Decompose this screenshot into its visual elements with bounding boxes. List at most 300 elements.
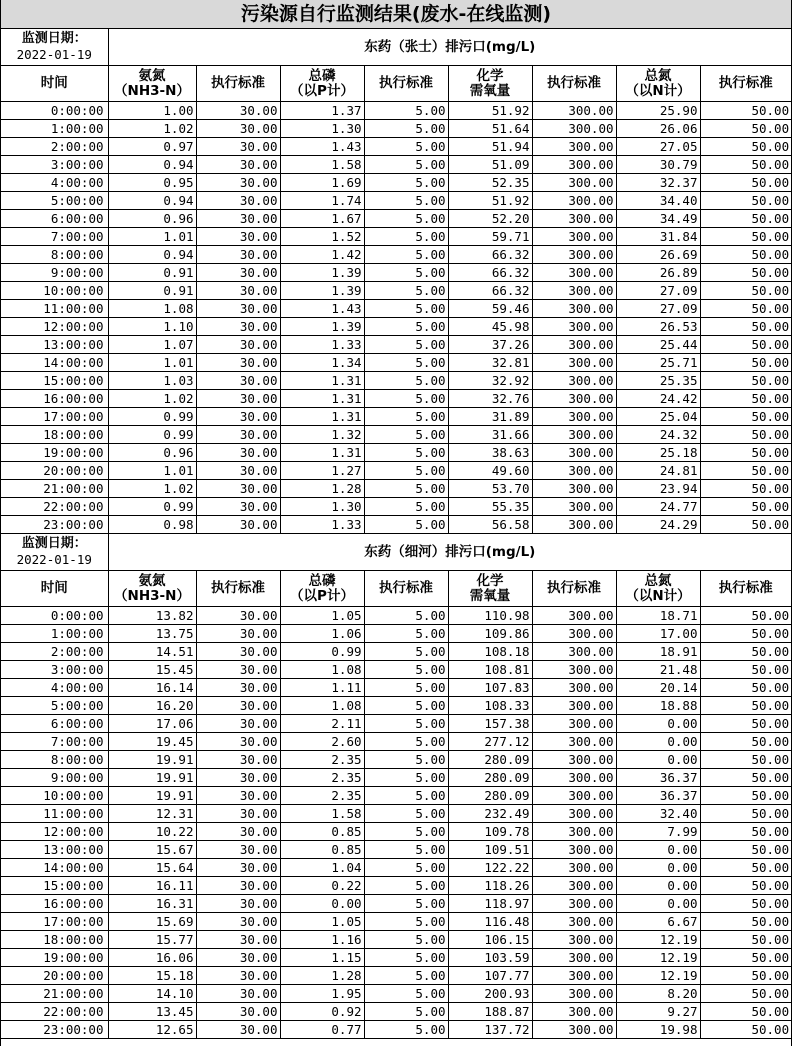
cell-phosphorus-standard: 5.00 [364,877,448,895]
cell-ammonia: 0.98 [108,516,196,534]
cell-cod-standard: 300.00 [532,949,616,967]
column-header-row [1,571,791,607]
cell-nitrogen-standard: 50.00 [700,913,791,931]
cell-nitrogen-standard: 50.00 [700,931,791,949]
cell-phosphorus: 1.33 [280,336,364,354]
cell-nitrogen: 6.67 [616,913,700,931]
header-phosphorus: 总磷 （以P计） [280,66,364,102]
cell-nitrogen-standard: 50.00 [700,733,791,751]
cell-cod: 108.81 [448,661,532,679]
cell-ammonia-standard: 30.00 [196,931,280,949]
cell-cod: 49.60 [448,462,532,480]
cell-phosphorus-standard: 5.00 [364,228,448,246]
cell-phosphorus: 1.27 [280,462,364,480]
cell-cod: 52.35 [448,174,532,192]
cell-phosphorus-standard: 5.00 [364,805,448,823]
cell-ammonia: 0.91 [108,282,196,300]
cell-cod: 137.72 [448,1021,532,1039]
cell-cod: 280.09 [448,769,532,787]
cell-ammonia: 15.67 [108,841,196,859]
cell-ammonia-standard: 30.00 [196,679,280,697]
cell-nitrogen-standard: 50.00 [700,895,791,913]
cell-phosphorus-standard: 5.00 [364,138,448,156]
cell-ammonia-standard: 30.00 [196,1003,280,1021]
cell-cod-standard: 300.00 [532,516,616,534]
cell-ammonia: 16.14 [108,679,196,697]
cell-ammonia-standard: 30.00 [196,390,280,408]
cell-phosphorus: 1.08 [280,697,364,715]
cell-ammonia-standard: 30.00 [196,949,280,967]
cell-phosphorus: 1.08 [280,661,364,679]
cell-nitrogen-standard: 50.00 [700,156,791,174]
header-phosphorus: 总磷 （以P计） [280,571,364,607]
cell-cod-standard: 300.00 [532,318,616,336]
cell-ammonia-standard: 30.00 [196,985,280,1003]
table-row [1,877,791,895]
cell-nitrogen-standard: 50.00 [700,264,791,282]
cell-ammonia: 0.94 [108,156,196,174]
cell-phosphorus: 1.39 [280,282,364,300]
cell-ammonia: 0.99 [108,426,196,444]
cell-nitrogen: 26.89 [616,264,700,282]
cell-nitrogen-standard: 50.00 [700,246,791,264]
table-row [1,498,791,516]
cell-nitrogen-standard: 50.00 [700,697,791,715]
cell-phosphorus-standard: 5.00 [364,733,448,751]
cell-cod-standard: 300.00 [532,715,616,733]
cell-cod: 110.98 [448,607,532,625]
cell-time: 8:00:00 [1,246,108,264]
cell-time: 2:00:00 [1,643,108,661]
cell-cod-standard: 300.00 [532,787,616,805]
cell-phosphorus-standard: 5.00 [364,498,448,516]
cell-ammonia: 1.00 [108,102,196,120]
cell-time: 10:00:00 [1,787,108,805]
cell-ammonia-standard: 30.00 [196,841,280,859]
cell-time: 12:00:00 [1,823,108,841]
cell-ammonia-standard: 30.00 [196,300,280,318]
cell-phosphorus: 1.95 [280,985,364,1003]
cell-time: 5:00:00 [1,697,108,715]
monitoring-date-label: 监测日期： [21,31,87,46]
cell-nitrogen: 0.00 [616,895,700,913]
cell-phosphorus: 1.69 [280,174,364,192]
cell-ammonia-standard: 30.00 [196,138,280,156]
cell-nitrogen: 0.00 [616,841,700,859]
table-row [1,354,791,372]
cell-ammonia-standard: 30.00 [196,426,280,444]
cell-nitrogen-standard: 50.00 [700,318,791,336]
table-row [1,192,791,210]
cell-cod: 31.66 [448,426,532,444]
cell-ammonia: 1.03 [108,372,196,390]
cell-time: 19:00:00 [1,444,108,462]
cell-ammonia-standard: 30.00 [196,769,280,787]
cell-ammonia-standard: 30.00 [196,372,280,390]
cell-cod-standard: 300.00 [532,751,616,769]
cell-nitrogen-standard: 50.00 [700,300,791,318]
table-row [1,1003,791,1021]
cell-phosphorus-standard: 5.00 [364,1021,448,1039]
cell-ammonia: 13.45 [108,1003,196,1021]
table-row [1,372,791,390]
cell-cod: 32.92 [448,372,532,390]
cell-nitrogen-standard: 50.00 [700,516,791,534]
cell-nitrogen: 24.77 [616,498,700,516]
cell-nitrogen: 24.81 [616,462,700,480]
table-row [1,318,791,336]
cell-phosphorus-standard: 5.00 [364,354,448,372]
header-time: 时间 [1,66,108,102]
cell-time: 6:00:00 [1,210,108,228]
cell-time: 8:00:00 [1,751,108,769]
cell-phosphorus: 0.85 [280,841,364,859]
cell-ammonia: 15.45 [108,661,196,679]
cell-nitrogen-standard: 50.00 [700,1021,791,1039]
cell-nitrogen: 25.04 [616,408,700,426]
header-ammonia-standard: 执行标准 [196,66,280,102]
cell-cod: 51.94 [448,138,532,156]
cell-phosphorus-standard: 5.00 [364,787,448,805]
cell-cod: 103.59 [448,949,532,967]
cell-phosphorus: 1.31 [280,444,364,462]
cell-nitrogen: 0.00 [616,733,700,751]
cell-nitrogen: 25.90 [616,102,700,120]
cell-ammonia-standard: 30.00 [196,444,280,462]
cell-nitrogen: 26.69 [616,246,700,264]
cell-phosphorus: 1.05 [280,913,364,931]
cell-cod: 32.76 [448,390,532,408]
cell-cod: 280.09 [448,787,532,805]
cell-cod-standard: 300.00 [532,336,616,354]
cell-phosphorus-standard: 5.00 [364,102,448,120]
header-cod: 化学 需氧量 [448,66,532,102]
cell-nitrogen: 7.99 [616,823,700,841]
cell-nitrogen-standard: 50.00 [700,354,791,372]
cell-phosphorus-standard: 5.00 [364,480,448,498]
cell-phosphorus: 1.37 [280,102,364,120]
table-row [1,805,791,823]
cell-phosphorus: 1.06 [280,625,364,643]
cell-phosphorus-standard: 5.00 [364,516,448,534]
cell-cod: 157.38 [448,715,532,733]
cell-phosphorus: 1.16 [280,931,364,949]
cell-cod: 109.51 [448,841,532,859]
cell-phosphorus: 1.39 [280,318,364,336]
cell-nitrogen: 20.14 [616,679,700,697]
cell-cod: 66.32 [448,246,532,264]
monitoring-date-label: 监测日期： [21,536,87,551]
cell-ammonia-standard: 30.00 [196,625,280,643]
outlet-name: 东药（细河）排污口(mg/L) [108,534,791,571]
cell-time: 17:00:00 [1,408,108,426]
cell-phosphorus: 1.31 [280,408,364,426]
cell-phosphorus: 1.42 [280,246,364,264]
cell-ammonia-standard: 30.00 [196,877,280,895]
cell-nitrogen: 9.27 [616,1003,700,1021]
cell-phosphorus: 1.28 [280,967,364,985]
cell-time: 9:00:00 [1,264,108,282]
cell-time: 6:00:00 [1,715,108,733]
cell-time: 15:00:00 [1,877,108,895]
cell-cod-standard: 300.00 [532,1021,616,1039]
cell-time: 2:00:00 [1,138,108,156]
cell-nitrogen: 18.91 [616,643,700,661]
cell-ammonia: 0.91 [108,264,196,282]
table-row [1,769,791,787]
cell-cod: 66.32 [448,264,532,282]
cell-nitrogen-standard: 50.00 [700,102,791,120]
cell-time: 20:00:00 [1,462,108,480]
cell-time: 13:00:00 [1,841,108,859]
cell-phosphorus: 1.67 [280,210,364,228]
cell-ammonia: 1.10 [108,318,196,336]
table-row [1,300,791,318]
cell-ammonia-standard: 30.00 [196,282,280,300]
cell-ammonia: 1.07 [108,336,196,354]
cell-ammonia-standard: 30.00 [196,859,280,877]
cell-cod-standard: 300.00 [532,462,616,480]
cell-nitrogen: 23.94 [616,480,700,498]
cell-phosphorus-standard: 5.00 [364,679,448,697]
cell-time: 1:00:00 [1,625,108,643]
cell-cod-standard: 300.00 [532,210,616,228]
header-nitrogen-standard: 执行标准 [700,66,791,102]
cell-cod-standard: 300.00 [532,625,616,643]
cell-phosphorus-standard: 5.00 [364,949,448,967]
cell-nitrogen-standard: 50.00 [700,228,791,246]
cell-time: 18:00:00 [1,426,108,444]
cell-time: 16:00:00 [1,390,108,408]
cell-ammonia: 15.64 [108,859,196,877]
cell-cod-standard: 300.00 [532,823,616,841]
cell-phosphorus-standard: 5.00 [364,967,448,985]
cell-cod-standard: 300.00 [532,480,616,498]
cell-cod-standard: 300.00 [532,282,616,300]
cell-nitrogen: 34.49 [616,210,700,228]
table-row [1,174,791,192]
cell-phosphorus: 1.74 [280,192,364,210]
section-info-row [1,534,791,571]
column-header-row [1,66,791,102]
cell-time: 22:00:00 [1,1003,108,1021]
cell-time: 3:00:00 [1,661,108,679]
cell-phosphorus: 0.92 [280,1003,364,1021]
cell-nitrogen-standard: 50.00 [700,643,791,661]
cell-nitrogen: 32.40 [616,805,700,823]
cell-ammonia: 19.45 [108,733,196,751]
cell-cod-standard: 300.00 [532,697,616,715]
header-nitrogen: 总氮 （以N计） [616,66,700,102]
cell-time: 4:00:00 [1,679,108,697]
cell-ammonia-standard: 30.00 [196,264,280,282]
table-row [1,697,791,715]
cell-cod: 116.48 [448,913,532,931]
cell-phosphorus-standard: 5.00 [364,895,448,913]
cell-time: 10:00:00 [1,282,108,300]
cell-phosphorus: 1.52 [280,228,364,246]
cell-phosphorus: 0.99 [280,643,364,661]
cell-ammonia-standard: 30.00 [196,228,280,246]
cell-phosphorus-standard: 5.00 [364,859,448,877]
header-ammonia: 氨氮 （NH3-N） [108,66,196,102]
cell-ammonia-standard: 30.00 [196,895,280,913]
table-row [1,408,791,426]
cell-time: 1:00:00 [1,120,108,138]
cell-ammonia: 16.06 [108,949,196,967]
cell-cod-standard: 300.00 [532,156,616,174]
cell-cod-standard: 300.00 [532,138,616,156]
cell-nitrogen: 24.42 [616,390,700,408]
cell-nitrogen-standard: 50.00 [700,949,791,967]
cell-ammonia: 1.02 [108,480,196,498]
cell-phosphorus: 1.43 [280,300,364,318]
cell-nitrogen-standard: 50.00 [700,390,791,408]
cell-cod-standard: 300.00 [532,426,616,444]
cell-phosphorus-standard: 5.00 [364,174,448,192]
cell-phosphorus: 1.33 [280,516,364,534]
cell-nitrogen: 17.00 [616,625,700,643]
cell-phosphorus: 2.35 [280,751,364,769]
cell-phosphorus-standard: 5.00 [364,120,448,138]
cell-cod-standard: 300.00 [532,390,616,408]
cell-phosphorus: 1.05 [280,607,364,625]
cell-nitrogen-standard: 50.00 [700,210,791,228]
cell-ammonia-standard: 30.00 [196,102,280,120]
cell-nitrogen: 36.37 [616,787,700,805]
cell-nitrogen-standard: 50.00 [700,408,791,426]
cell-ammonia-standard: 30.00 [196,192,280,210]
table-row [1,444,791,462]
cell-ammonia-standard: 30.00 [196,823,280,841]
cell-ammonia: 16.11 [108,877,196,895]
report-title: 污染源自行监测结果(废水-在线监测) [1,0,791,29]
cell-cod-standard: 300.00 [532,372,616,390]
cell-cod-standard: 300.00 [532,102,616,120]
cell-nitrogen: 12.19 [616,931,700,949]
cell-cod-standard: 300.00 [532,607,616,625]
monitoring-date-cell [1,534,108,571]
cell-ammonia: 1.01 [108,228,196,246]
cell-phosphorus: 0.85 [280,823,364,841]
table-row [1,859,791,877]
table-row [1,841,791,859]
cell-phosphorus: 1.34 [280,354,364,372]
cell-nitrogen-standard: 50.00 [700,967,791,985]
cell-phosphorus-standard: 5.00 [364,1003,448,1021]
cell-ammonia: 0.96 [108,444,196,462]
table-row [1,390,791,408]
monitoring-date-cell [1,29,108,66]
cell-ammonia: 15.69 [108,913,196,931]
cell-nitrogen-standard: 50.00 [700,192,791,210]
cell-nitrogen: 27.09 [616,300,700,318]
cell-cod: 53.70 [448,480,532,498]
cell-ammonia-standard: 30.00 [196,174,280,192]
cell-cod-standard: 300.00 [532,967,616,985]
cell-phosphorus-standard: 5.00 [364,408,448,426]
cell-ammonia: 19.91 [108,751,196,769]
monitoring-date-value: 2022-01-19 [16,47,92,62]
header-nitrogen: 总氮 （以N计） [616,571,700,607]
cell-nitrogen-standard: 50.00 [700,751,791,769]
table-row [1,985,791,1003]
cell-nitrogen: 26.06 [616,120,700,138]
cell-nitrogen-standard: 50.00 [700,426,791,444]
cell-ammonia: 1.02 [108,120,196,138]
cell-phosphorus: 1.28 [280,480,364,498]
cell-nitrogen: 18.88 [616,697,700,715]
cell-nitrogen-standard: 50.00 [700,498,791,516]
table-row [1,1021,791,1039]
cell-cod: 232.49 [448,805,532,823]
cell-cod-standard: 300.00 [532,769,616,787]
cell-ammonia: 19.91 [108,769,196,787]
cell-ammonia: 15.77 [108,931,196,949]
cell-nitrogen-standard: 50.00 [700,805,791,823]
table-row [1,120,791,138]
cell-ammonia-standard: 30.00 [196,498,280,516]
cell-ammonia-standard: 30.00 [196,408,280,426]
cell-ammonia: 0.97 [108,138,196,156]
cell-ammonia-standard: 30.00 [196,715,280,733]
cell-time: 20:00:00 [1,967,108,985]
table-row [1,228,791,246]
cell-ammonia: 16.20 [108,697,196,715]
table-row [1,823,791,841]
cell-cod-standard: 300.00 [532,1003,616,1021]
cell-ammonia: 12.65 [108,1021,196,1039]
cell-cod: 51.92 [448,192,532,210]
cell-ammonia-standard: 30.00 [196,643,280,661]
cell-nitrogen-standard: 50.00 [700,372,791,390]
cell-phosphorus: 1.58 [280,805,364,823]
cell-cod-standard: 300.00 [532,174,616,192]
cell-nitrogen-standard: 50.00 [700,841,791,859]
cell-cod-standard: 300.00 [532,192,616,210]
cell-time: 19:00:00 [1,949,108,967]
cell-phosphorus: 1.30 [280,120,364,138]
cell-phosphorus-standard: 5.00 [364,336,448,354]
cell-phosphorus: 0.22 [280,877,364,895]
cell-ammonia-standard: 30.00 [196,733,280,751]
cell-phosphorus-standard: 5.00 [364,823,448,841]
cell-time: 11:00:00 [1,805,108,823]
table-row [1,462,791,480]
cell-ammonia: 0.95 [108,174,196,192]
cell-ammonia: 13.75 [108,625,196,643]
cell-cod: 122.22 [448,859,532,877]
cell-ammonia: 0.99 [108,498,196,516]
cell-cod: 107.83 [448,679,532,697]
cell-cod: 109.78 [448,823,532,841]
cell-cod: 108.33 [448,697,532,715]
cell-ammonia-standard: 30.00 [196,516,280,534]
cell-ammonia: 15.18 [108,967,196,985]
cell-ammonia-standard: 30.00 [196,210,280,228]
cell-nitrogen-standard: 50.00 [700,787,791,805]
cell-cod-standard: 300.00 [532,913,616,931]
table-row [1,516,791,534]
cell-nitrogen: 12.19 [616,949,700,967]
cell-ammonia: 13.82 [108,607,196,625]
cell-ammonia-standard: 30.00 [196,480,280,498]
table-row [1,967,791,985]
cell-phosphorus: 2.60 [280,733,364,751]
cell-phosphorus-standard: 5.00 [364,300,448,318]
cell-cod: 55.35 [448,498,532,516]
cell-ammonia-standard: 30.00 [196,462,280,480]
